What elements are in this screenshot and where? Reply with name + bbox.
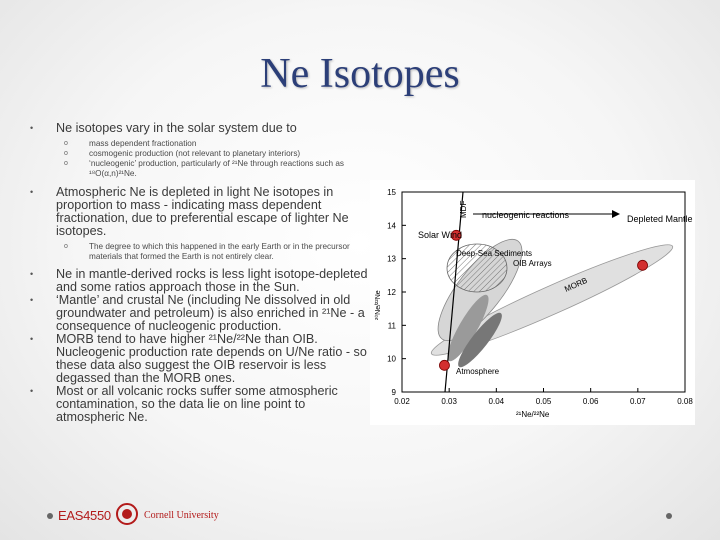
slide-title: Ne Isotopes bbox=[260, 51, 460, 97]
mdf-label: MDF bbox=[459, 200, 468, 218]
solar-wind-label: Solar Wind bbox=[418, 230, 463, 240]
y-tick-label: 10 bbox=[387, 354, 396, 364]
bullet-dot: • bbox=[30, 386, 34, 396]
sub-bullet-item bbox=[30, 149, 375, 159]
sub-bullet-dot: o bbox=[64, 140, 68, 147]
bullet-dot: • bbox=[30, 123, 34, 133]
y-axis-title: ²⁰Ne/²²Ne bbox=[375, 290, 382, 320]
y-tick-label: 14 bbox=[387, 221, 396, 231]
bullet-text: MORB tend to have higher ²¹Ne/²²Ne than OIB. Nucleogenic production rate depends on U/Ne ratio - so these data also suggest the OIB reservoir is less degassed than the MORB ones. bbox=[56, 332, 367, 385]
sub-bullet-item bbox=[30, 159, 375, 179]
bullet-item bbox=[30, 385, 375, 424]
y-tick-label: 12 bbox=[387, 288, 396, 297]
arrow-head bbox=[612, 210, 620, 218]
sub-bullet-dot: o bbox=[64, 150, 68, 157]
bullet-dot: • bbox=[30, 334, 34, 344]
y-tick-label: 15 bbox=[387, 188, 396, 197]
x-tick-label: 0.04 bbox=[488, 397, 505, 406]
y-axis-ticks bbox=[387, 188, 406, 397]
oib-label: OIB Arrays bbox=[513, 259, 552, 268]
bullet-dot: • bbox=[30, 269, 34, 279]
bullet-text: Most or all volcanic rocks suffer some atmospheric contamination, so the data lie on line point to atmospheric Ne. bbox=[56, 384, 338, 424]
seal-core bbox=[122, 509, 132, 519]
footer-dot bbox=[47, 513, 53, 519]
sub-bullet-text: mass dependent fractionation bbox=[89, 139, 197, 148]
footer-dot bbox=[666, 513, 672, 519]
x-tick-label: 0.06 bbox=[582, 397, 599, 406]
nucleogenic-label: nucleogenic reactions bbox=[482, 210, 570, 220]
bullet-dot: • bbox=[30, 187, 34, 197]
course-code: EAS4550 bbox=[58, 508, 111, 523]
bullet-item bbox=[30, 122, 375, 135]
x-tick-label: 0.03 bbox=[441, 397, 457, 406]
x-axis-title: ²¹Ne/²²Ne bbox=[516, 410, 550, 419]
x-tick-label: 0.02 bbox=[394, 397, 410, 406]
y-tick-label: 11 bbox=[387, 321, 396, 331]
atmosphere-point bbox=[439, 360, 449, 370]
solar-wind-label bbox=[418, 230, 462, 240]
depleted-mantle-label: Depleted Mantle bbox=[627, 214, 693, 224]
neon-isotope-diagram bbox=[370, 180, 695, 425]
bullet-dot: • bbox=[30, 295, 34, 305]
sub-bullet-text: ‘nucleogenic’ production, particularly of ²¹Ne through reactions such as ¹⁸O(α,n)²¹Ne. bbox=[89, 159, 345, 178]
bullet-text: ‘Mantle’ and crustal Ne (including Ne dissolved in old groundwater and petroleum) is also enriched in ²¹Ne - a consequence of nucleogenic production. bbox=[56, 293, 365, 333]
bullet-item bbox=[30, 186, 375, 238]
y-tick-label: 9 bbox=[391, 388, 396, 397]
x-tick-label: 0.05 bbox=[535, 397, 552, 406]
x-tick-label: 0.08 bbox=[677, 397, 693, 406]
cornell-seal-icon bbox=[116, 503, 138, 525]
sub-bullet-text: cosmogenic production (not relevant to planetary interiors) bbox=[89, 149, 301, 158]
bullet-text: Ne isotopes vary in the solar system due to bbox=[56, 121, 297, 135]
depleted-mantle-point bbox=[638, 260, 648, 270]
atmosphere-label: Atmosphere bbox=[456, 367, 500, 376]
sub-bullet-dot: o bbox=[64, 243, 68, 250]
bullet-item bbox=[30, 268, 375, 294]
x-tick-label: 0.07 bbox=[630, 397, 646, 406]
bullet-item bbox=[30, 333, 375, 385]
university-name: Cornell University bbox=[144, 510, 219, 521]
bullet-item bbox=[30, 294, 375, 333]
sub-bullet-item bbox=[30, 242, 375, 262]
bullet-list bbox=[30, 122, 375, 424]
bullet-text: Ne in mantle-derived rocks is less light isotope-depleted and some ratios approach those in the Sun. bbox=[56, 267, 368, 294]
deep-sea-label: Deep-Sea Sediments bbox=[456, 249, 533, 258]
diagram-svg bbox=[370, 180, 695, 425]
sub-bullet-dot: o bbox=[64, 160, 68, 167]
sub-bullet-item bbox=[30, 139, 375, 149]
y-tick-label: 13 bbox=[387, 254, 396, 264]
bullet-text: Atmospheric Ne is depleted in light Ne isotopes in proportion to mass - indicating mass dependent fractionation, due to preferential escape of lighter Ne isotopes. bbox=[56, 185, 349, 238]
x-axis-ticks bbox=[391, 388, 693, 406]
sub-bullet-text: The degree to which this happened in the early Earth or in the precursor materials that formed the Earth is not entirely clear. bbox=[89, 242, 350, 261]
morb-label: MORB bbox=[563, 275, 589, 294]
